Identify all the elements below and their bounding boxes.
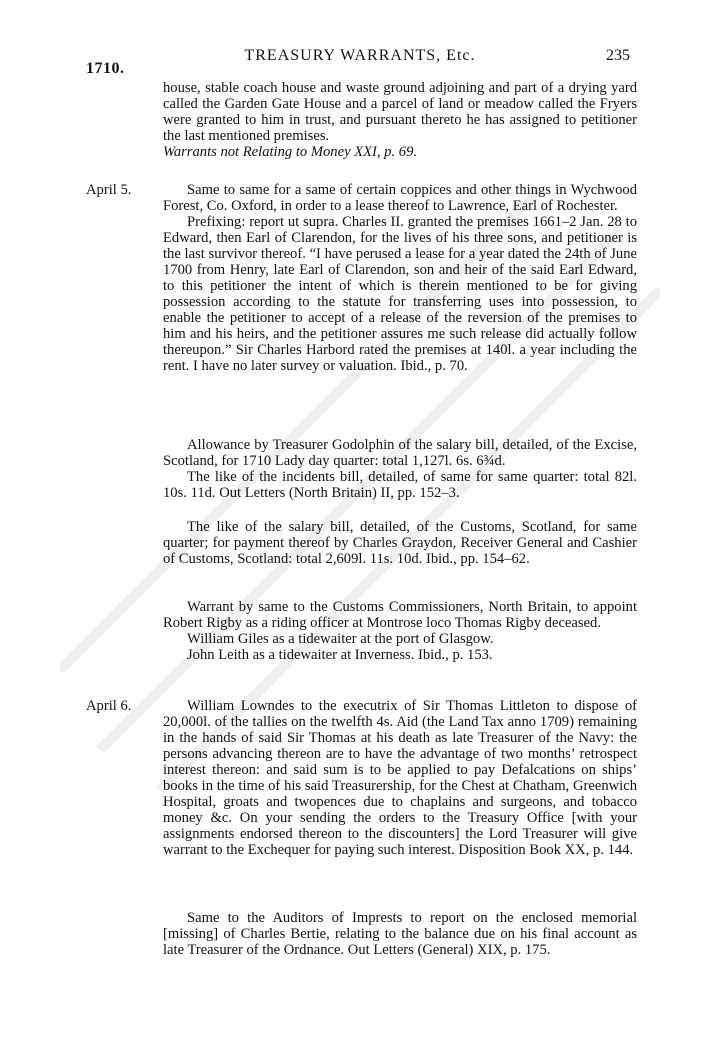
entry-april-5: [163, 182, 637, 374]
entry-text: William Lowndes to the executrix of Sir Thomas Littleton to dispose of 20,000l. of the tallies on the twelfth 4s. Aid (the Land Tax anno 1709) remaining in the hands of said Sir Thomas at his death as late Treasurer of the Navy: the persons advancing thereon are to have the advantage of two months’ retrospect interest thereon: and said sum is to be applied to pay Defalcations on ships’ books in the time of his said Treasurership, for the Chest at Chatham, Greenwich Hospital, groats and twopences due to chaplains and surgeons, and tobacco money &c. On your sending the orders to the Treasury Office [with your assignments endorsed thereon to the discounters] the Lord Treasurer will give warrant to the Exchequer for paying such interest. Disposition Book XX, p. 144.: [163, 698, 637, 858]
entry-date: April 6.: [86, 698, 132, 714]
entry-customs-salary: [163, 519, 637, 567]
entry-text: house, stable coach house and waste ground adjoining and part of a drying yard called the Garden Gate House and a parcel of land or meadow called the Fryers were granted to him in trust, and pursuant thereto he has assigned to petitioner the last mentioned premises.: [163, 80, 637, 144]
page-number: 235: [606, 47, 630, 64]
entry-text: William Giles as a tidewaiter at the port of Glasgow.: [187, 631, 494, 647]
entry-text: The like of the incidents bill, detailed, of same for same quarter: total 82l. 10s. 11d. Out Letters (North Britain) II, pp. 152–3.: [163, 469, 637, 501]
page-year: 1710.: [86, 60, 125, 77]
entry-text: Same to the Auditors of Imprests to report on the enclosed memorial [missing] of Charles Bertie, relating to the balance due on his final account as late Treasurer of the Ordnance. Out Letters (General) XIX, p. 175.: [163, 910, 637, 958]
entry-citation: Warrants not Relating to Money XXI, p. 69.: [163, 144, 418, 160]
entry-text: The like of the salary bill, detailed, of the Customs, Scotland, for same quarter; for payment thereof by Charles Graydon, Receiver General and Cashier of Customs, Scotland: total 2,609l. 11s. 10d. Ibid., pp. 154–62.: [163, 519, 637, 567]
entry-april-6: [163, 698, 637, 858]
entry-continuation: [163, 80, 637, 160]
entry-customs-warrant: [163, 599, 637, 663]
running-head: TREASURY WARRANTS, Etc.: [244, 47, 476, 64]
entry-text: John Leith as a tidewaiter at Inverness. Ibid., p. 153.: [187, 647, 493, 663]
entry-auditors: [163, 910, 637, 958]
entry-text: Same to same for a same of certain coppices and other things in Wychwood Forest, Co. Oxford, in order to a lease thereof to Lawrence, Earl of Rochester.: [163, 182, 637, 214]
entry-text: Allowance by Treasurer Godolphin of the salary bill, detailed, of the Excise, Scotland, for 1710 Lady day quarter: total 1,127l. 6s. 6¾d.: [163, 437, 637, 469]
entry-text: Prefixing: report ut supra. Charles II. granted the premises 1661–2 Jan. 28 to Edward, then Earl of Clarendon, for the lives of his three sons, and petitioner is the last survivor thereof. “I have perused a lease for a year dated the 24th of June 1700 from Henry, late Earl of Clarendon, son and heir of the said Earl Edward, to this petitioner the intent of which is therein mentioned to be for giving possession according to the statute for transferring uses into possession, to enable the petitioner to accept of a release of the reversion of the premises to him and his heirs, and the petitioner assures me such release did actually follow thereupon.” Sir Charles Harbord rated the premises at 140l. a year including the rent. I have no later survey or valuation. Ibid., p. 70.: [163, 214, 637, 374]
entry-date: April 5.: [86, 182, 132, 198]
entry-text: Warrant by same to the Customs Commissioners, North Britain, to appoint Robert Rigby as a riding officer at Montrose loco Thomas Rigby deceased.: [163, 599, 637, 631]
entry-excise-salary: [163, 437, 637, 501]
